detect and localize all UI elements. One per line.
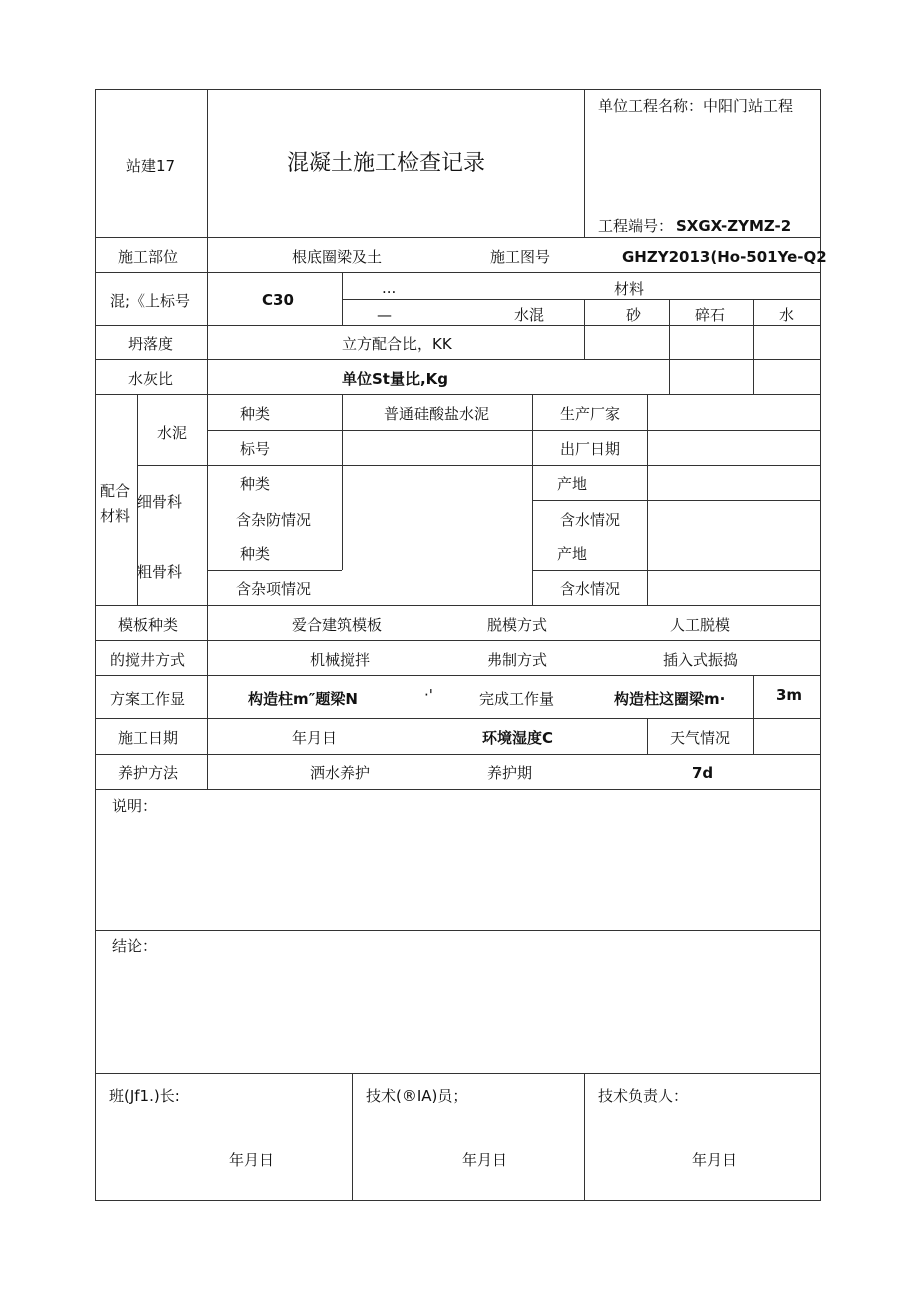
col-divider bbox=[584, 89, 585, 237]
conclusion-label: 结论： bbox=[112, 937, 158, 955]
coarse-impurity-label: 含杂项情况 bbox=[236, 580, 312, 598]
mix-group-label-2: 材料 bbox=[100, 507, 131, 525]
materials-label: 材料 bbox=[614, 280, 645, 298]
demold-label: 脱模方式 bbox=[487, 616, 548, 634]
col-divider bbox=[753, 299, 754, 394]
row-divider bbox=[95, 930, 821, 931]
curing-period-label: 养护期 bbox=[487, 764, 533, 782]
formwork-value: 爱合建筑模板 bbox=[292, 616, 383, 634]
col-divider bbox=[647, 394, 648, 605]
col-divider bbox=[584, 1073, 585, 1201]
mix-group-label-1: 配合 bbox=[100, 482, 131, 500]
row-divider bbox=[95, 789, 821, 790]
cement-column: 水混 bbox=[514, 306, 545, 324]
row-divider bbox=[95, 675, 821, 676]
chief-sign-date: 年月日 bbox=[692, 1151, 738, 1169]
slump-label: 坍落度 bbox=[128, 335, 174, 353]
planned-quantity-value: 构造柱m″题梁N bbox=[248, 690, 358, 708]
cement-maker-label: 生产厂家 bbox=[560, 405, 621, 423]
project-no-value: SXGX-ZYMZ-2 bbox=[676, 217, 792, 235]
col-divider bbox=[669, 299, 670, 394]
completed-quantity-value: 构造柱这圈梁m· bbox=[614, 690, 726, 708]
row-divider bbox=[95, 325, 821, 326]
mixing-label: 的搅井方式 bbox=[110, 651, 186, 669]
water-column: 水 bbox=[779, 306, 795, 324]
row-divider bbox=[95, 359, 821, 360]
row-divider bbox=[532, 500, 821, 501]
curing-method-value: 洒水养护 bbox=[310, 764, 371, 782]
col-divider bbox=[584, 299, 585, 359]
coarse-type-label: 种类 bbox=[240, 545, 271, 563]
vibrate-label: 弗制方式 bbox=[487, 651, 548, 669]
quantity-mark: ·' bbox=[424, 686, 433, 704]
col-divider bbox=[342, 272, 343, 325]
col-divider bbox=[753, 675, 754, 718]
col-divider bbox=[532, 394, 533, 605]
coarse-origin-label: 产地 bbox=[557, 545, 588, 563]
materials-dash: — bbox=[377, 306, 392, 324]
drawing-no-label: 施工图号 bbox=[490, 248, 551, 266]
cement-type-label: 种类 bbox=[240, 405, 271, 423]
unit-weight-label: 单位St量比,Kg bbox=[342, 370, 449, 388]
col-divider bbox=[342, 394, 343, 570]
fine-origin-label: 产地 bbox=[557, 475, 588, 493]
construction-date-label: 施工日期 bbox=[118, 729, 179, 747]
col-divider bbox=[207, 605, 208, 754]
wc-ratio-label: 水灰比 bbox=[128, 370, 174, 388]
team-leader-label: 班(Jf1.)长: bbox=[109, 1087, 180, 1105]
coarse-moisture-label: 含水情况 bbox=[560, 580, 621, 598]
formwork-label: 模板种类 bbox=[118, 616, 179, 634]
drawing-no-value: GHZY2013(Ho-501Ye-Q2 bbox=[622, 248, 827, 266]
row-divider bbox=[95, 718, 821, 719]
row-divider bbox=[95, 1073, 821, 1074]
fine-aggregate-label: 细骨科 bbox=[137, 493, 183, 511]
completed-amount: 3m bbox=[776, 686, 803, 704]
col-divider bbox=[207, 394, 208, 605]
form-title: 混凝土施工检查记录 bbox=[287, 151, 486, 176]
vibrate-value: 插入式振捣 bbox=[663, 651, 739, 669]
row-divider bbox=[137, 465, 821, 466]
ambient-temp-label: 环境湿度C bbox=[482, 729, 554, 747]
col-divider bbox=[647, 718, 648, 754]
gravel-column: 碎石 bbox=[695, 306, 726, 324]
fine-type-label: 种类 bbox=[240, 475, 271, 493]
col-divider bbox=[207, 237, 208, 394]
curing-period-value: 7d bbox=[692, 764, 714, 782]
notes-label: 说明： bbox=[112, 797, 158, 815]
row-divider bbox=[95, 640, 821, 641]
col-divider bbox=[207, 754, 208, 789]
materials-dots: ... bbox=[382, 279, 397, 297]
technician-label: 技术(®IA)员； bbox=[366, 1087, 468, 1105]
sand-column: 砂 bbox=[626, 306, 642, 324]
weather-label: 天气情况 bbox=[670, 729, 731, 747]
fine-impurity-label: 含杂防情况 bbox=[236, 511, 312, 529]
coarse-aggregate-label: 粗骨科 bbox=[137, 563, 183, 581]
grade-value: C30 bbox=[262, 291, 294, 309]
demold-value: 人工脱模 bbox=[670, 616, 731, 634]
cement-grade-label: 标号 bbox=[240, 440, 271, 458]
technician-sign-date: 年月日 bbox=[462, 1151, 508, 1169]
station-code: 站建17 bbox=[126, 157, 176, 175]
row-divider bbox=[95, 605, 821, 606]
col-divider bbox=[753, 718, 754, 754]
fine-moisture-label: 含水情况 bbox=[560, 511, 621, 529]
location-value: 根底圈梁及土 bbox=[292, 248, 383, 266]
construction-date-value: 年月日 bbox=[292, 729, 338, 747]
cement-date-label: 出厂日期 bbox=[560, 440, 621, 458]
cement-type-value: 普通硅酸盐水泥 bbox=[384, 405, 490, 423]
leader-sign-date: 年月日 bbox=[229, 1151, 275, 1169]
grade-label: 混;《上标号 bbox=[110, 292, 191, 310]
col-divider bbox=[207, 89, 208, 237]
planned-quantity-label: 方案工作显 bbox=[110, 690, 186, 708]
row-divider bbox=[207, 430, 821, 431]
mix-ratio-label: 立方配合比，KK bbox=[342, 335, 452, 353]
curing-method-label: 养护方法 bbox=[118, 764, 179, 782]
row-divider bbox=[342, 299, 821, 300]
technical-chief-label: 技术负责人： bbox=[598, 1087, 689, 1105]
col-divider bbox=[352, 1073, 353, 1201]
row-divider bbox=[95, 394, 821, 395]
row-divider bbox=[207, 570, 342, 571]
row-divider bbox=[95, 754, 821, 755]
completed-quantity-label: 完成工作量 bbox=[479, 690, 555, 708]
mixing-value: 机械搅拌 bbox=[310, 651, 371, 669]
cement-label: 水泥 bbox=[157, 424, 188, 442]
unit-project-name: 单位工程名称：中阳门站工程 bbox=[598, 97, 794, 115]
location-label: 施工部位 bbox=[118, 248, 179, 266]
row-divider bbox=[532, 570, 821, 571]
row-divider bbox=[95, 237, 821, 238]
project-no-label: 工程端号： bbox=[598, 217, 674, 235]
row-divider bbox=[95, 272, 821, 273]
